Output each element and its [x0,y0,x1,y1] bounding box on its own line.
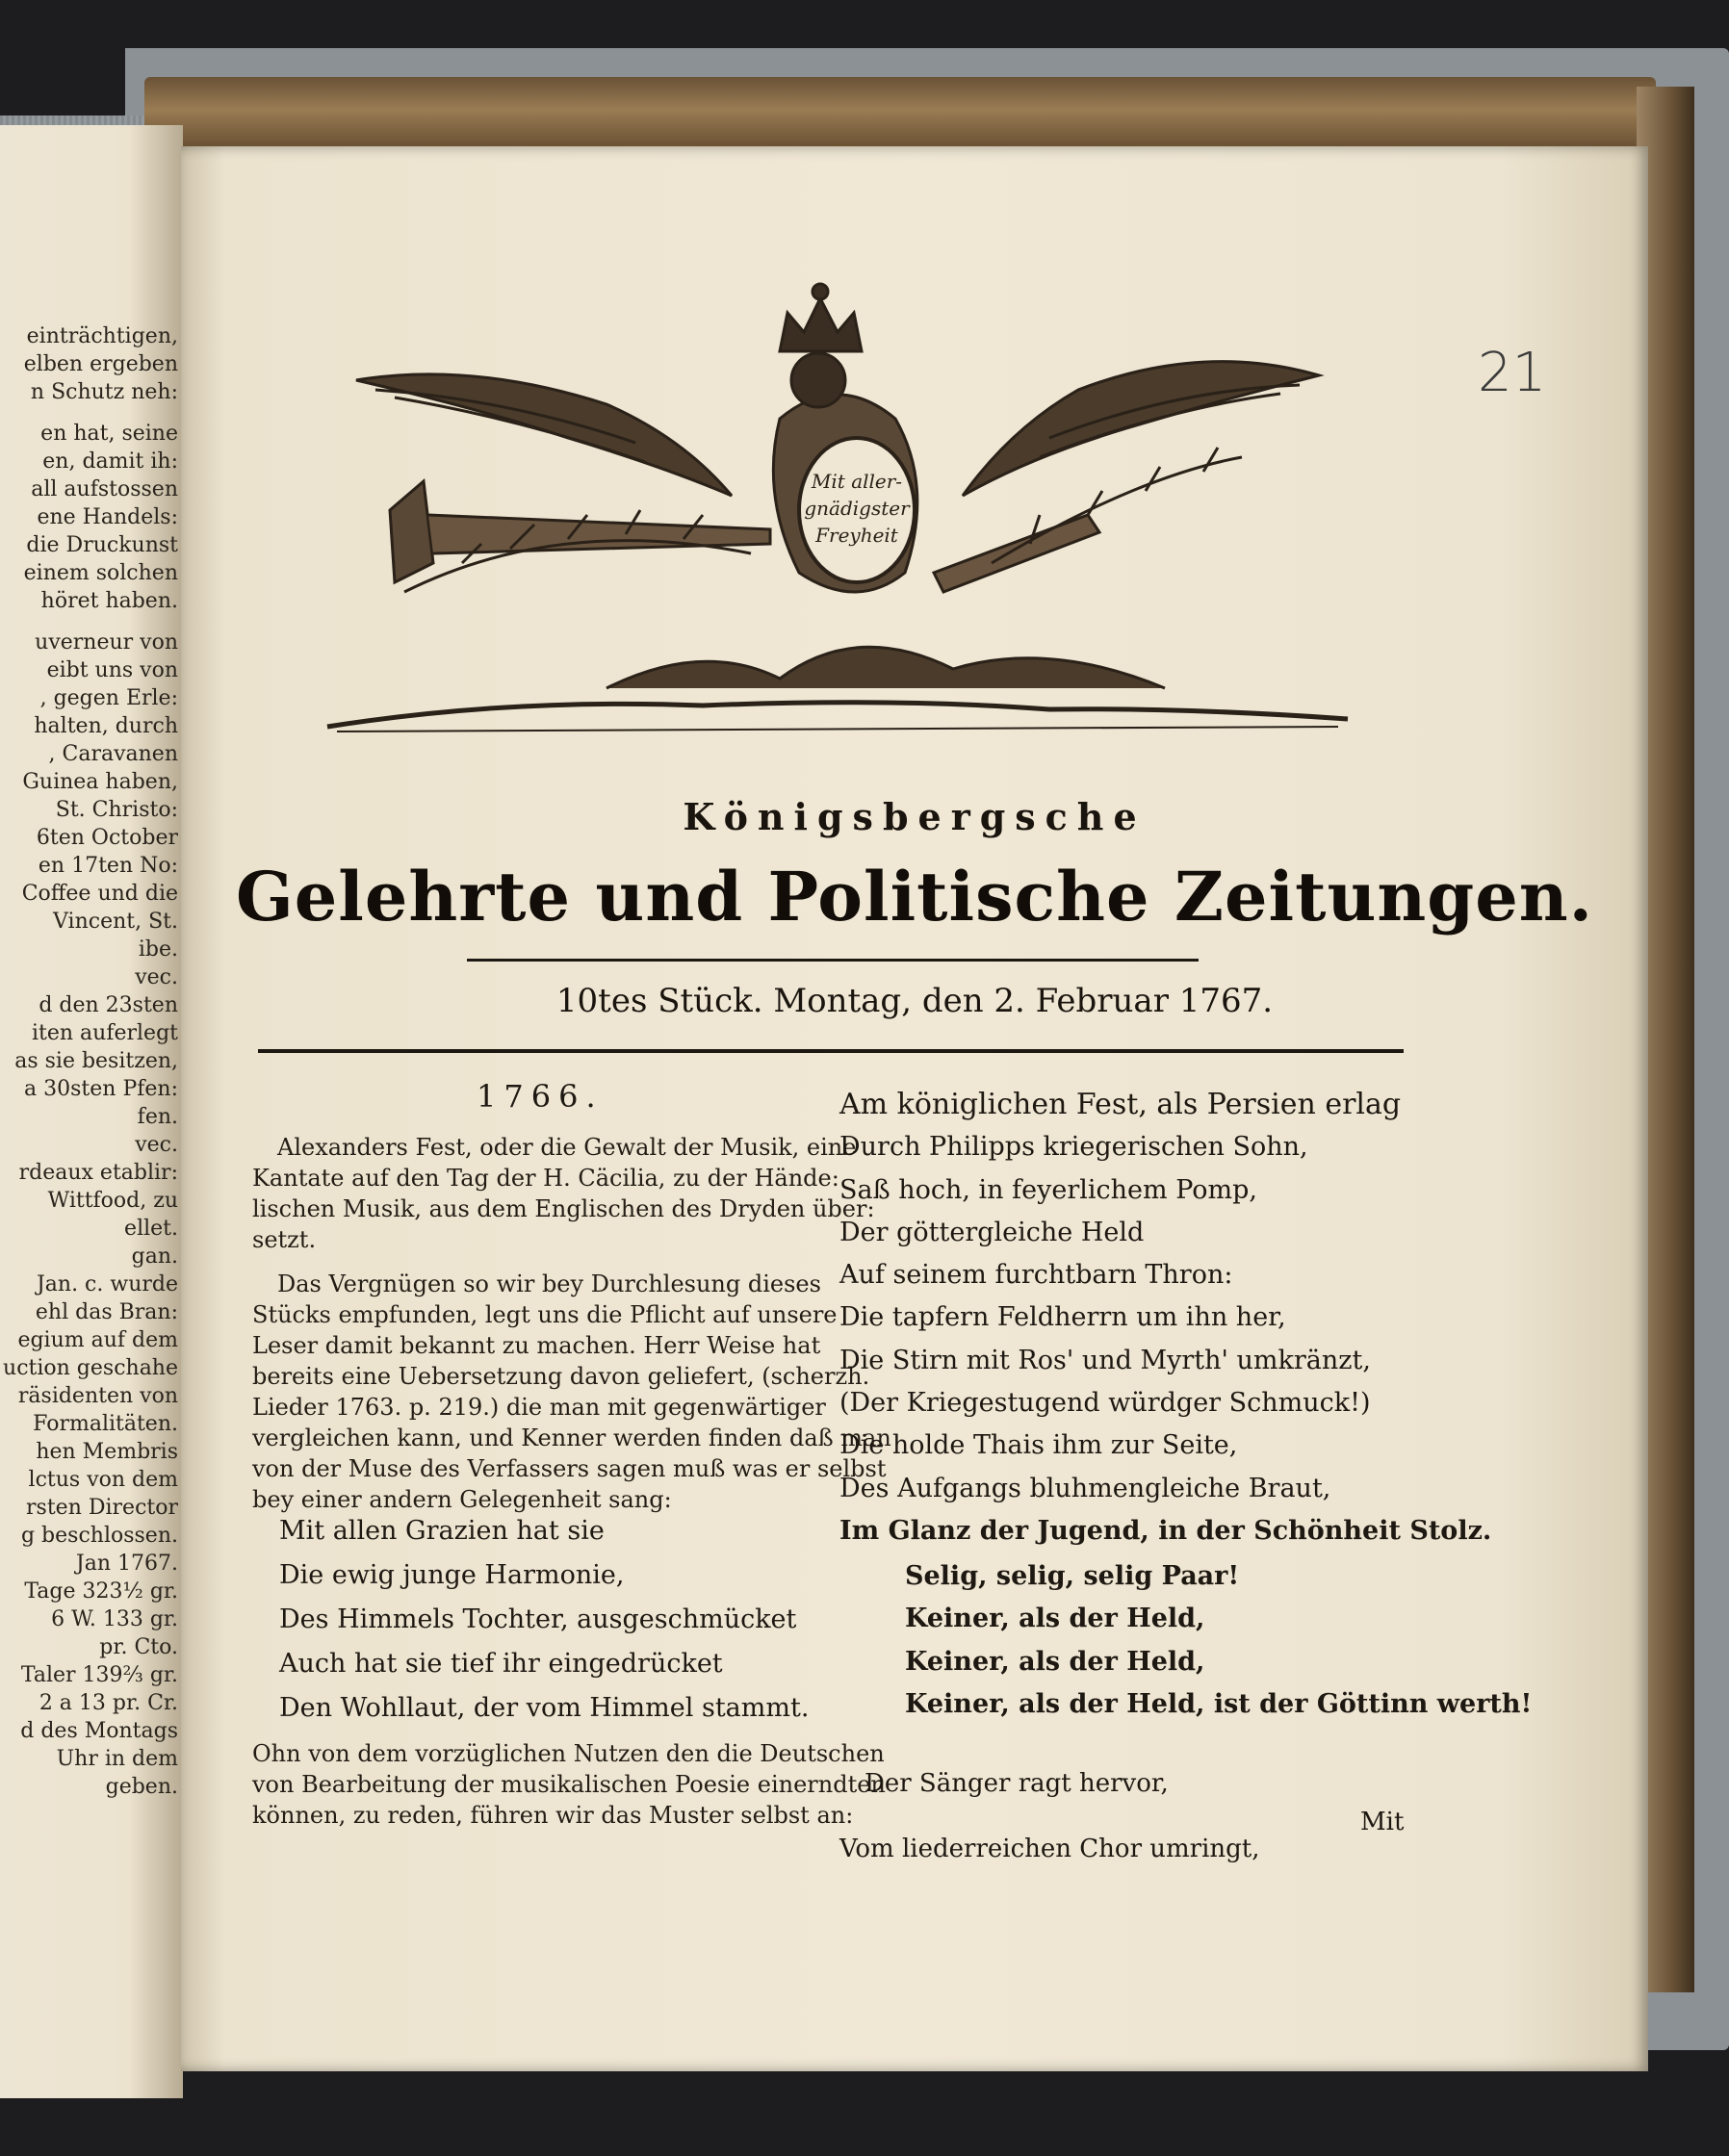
left-page-line: halten, durch [34,714,178,738]
tail-line: von Bearbeitung der musikalischen Poesie einerndten [252,1771,886,1798]
left-page-line: vec. [135,965,178,989]
left-column-tail [252,1738,886,1831]
left-page-line: 2 a 13 pr. Cr. [39,1691,178,1715]
para2-line: bereits eine Uebersetzung davon geliefert, (scherzh. [252,1363,870,1390]
verse-line: Des Himmels Tochter, ausgeschmücket [279,1604,797,1634]
verse-line: Am königlichen Fest, als Persien erlag [839,1088,1402,1121]
verse-line: Die Stirn mit Ros' und Myrth' umkränzt, [839,1345,1371,1375]
left-page-line: g beschlossen. [20,1524,178,1548]
para1-line: lischen Musik, aus dem Englischen des Dryden über: [252,1195,875,1222]
section-year: 1766. [477,1078,604,1115]
verse-line: Die tapfern Feldherrn um ihn her, [839,1302,1286,1333]
left-page-line: pr. Cto. [99,1635,178,1659]
left-page-line: egium auf dem [17,1328,178,1352]
left-page-line: uction geschahe [3,1356,178,1380]
left-page-line: en hat, seine [40,422,178,446]
verse-line: Die holde Thais ihm zur Seite, [839,1430,1238,1461]
left-page-line: d den 23sten [39,993,178,1017]
verse-line: Der Sänger ragt hervor, [864,1769,1169,1798]
left-page-line: Wittfood, zu [47,1189,178,1213]
left-page-line: Taler 139⅔ gr. [20,1663,178,1687]
left-page-line: St. Christo: [55,798,178,822]
verse-line: Die ewig junge Harmonie, [279,1560,625,1590]
left-page-line: en, damit ih: [42,449,178,474]
verse-line: Durch Philipps kriegerischen Sohn, [839,1132,1308,1163]
left-page-line: Tage 323½ gr. [24,1579,178,1604]
left-page-line: all aufstossen [31,477,178,501]
chorus [905,1555,1532,1726]
left-page-line: Jan 1767. [75,1552,178,1576]
tail-line: können, zu reden, führen wir das Muster selbst an: [252,1802,854,1829]
masthead-title: Gelehrte und Politische Zeitungen. [235,857,1594,937]
left-page-line: n Schutz neh: [30,380,178,404]
left-page-line: a 30sten Pfen: [24,1077,178,1101]
para2-line: Das Vergnügen so wir bey Durchlesung dieses [277,1270,821,1297]
verse-line: Saß hoch, in feyerlichem Pomp, [839,1174,1257,1205]
left-page-line: Vincent, St. [53,910,178,934]
left-page-line: einträchtigen, [26,324,178,348]
emblem-text-line3: Freyheit [815,524,898,547]
chorus-line: Keiner, als der Held, ist der Göttinn werth! [905,1688,1533,1719]
left-page-line: en 17ten No: [38,854,178,878]
chorus-line: Keiner, als der Held, [905,1646,1205,1677]
left-page-line: geben. [105,1775,178,1799]
emblem-text-line2: gnädigster [804,497,910,520]
verse-line: Auf seinem furchtbarn Thron: [839,1260,1233,1291]
previous-page-fragment [0,125,183,2098]
left-page-line: Coffee und die [21,882,178,906]
left-page-line: räsidenten von [17,1384,178,1408]
left-page-line: eibt uns von [46,658,178,682]
para2-line: Lieder 1763. p. 219.) die man mit gegenwärtiger [252,1394,826,1421]
para2-line: von der Muse des Verfassers sagen muß was er selbst [252,1455,887,1482]
para1-line: setzt. [252,1226,317,1253]
left-page-line: elben ergeben [23,352,178,376]
verse-line: Mit allen Grazien hat sie [279,1516,605,1546]
masthead-rule [467,959,1199,962]
left-page-line: d des Montags [20,1719,178,1743]
issue-line: 10tes Stück. Montag, den 2. Februar 1767. [555,982,1274,1020]
pencil-page-number: 21 [1478,342,1547,404]
verse-line: Des Aufgangs bluhmengleiche Braut, [839,1473,1331,1503]
para2-line: Stücks empfunden, legt uns die Pflicht auf unsere [252,1301,838,1328]
left-page-line: hen Membris [36,1440,178,1464]
left-page-line: Jan. c. wurde [36,1272,178,1296]
para2-line: vergleichen kann, und Kenner werden finden daß man [252,1424,891,1451]
left-page-line: Formalitäten. [33,1412,178,1436]
left-verse [279,1509,809,1731]
para1-line: Kantate auf den Tag der H. Cäcilia, zu der Hände: [252,1165,839,1192]
para2-line: Leser damit bekannt zu machen. Herr Weise hat [252,1332,821,1359]
left-page-line: ene Handels: [37,505,178,529]
left-page-line: lctus von dem [28,1468,178,1492]
left-page-line: rsten Director [26,1496,178,1520]
verse-line: Vom liederreichen Chor umringt, [839,1835,1260,1863]
left-page-line: iten auferlegt [31,1021,178,1045]
left-page-line: ibe. [138,937,178,962]
left-page-line: 6 W. 133 gr. [51,1607,178,1631]
right-verse [839,1084,1491,1553]
left-page-line: uverneur von [35,630,178,654]
right-verse-2 [839,1738,1260,1894]
chorus-line: Selig, selig, selig Paar! [905,1561,1240,1591]
verse-line: Auch hat sie tief ihr eingedrücket [279,1649,723,1679]
left-page-line: Guinea haben, [22,770,178,794]
para1-line: Alexanders Fest, oder die Gewalt der Musik, eine [277,1134,857,1161]
left-page-line: einem solchen [23,561,178,585]
left-page-line: , gegen Erle: [39,686,178,710]
left-page-line: vec. [135,1133,178,1157]
left-page-line: die Druckunst [26,533,178,557]
left-page-line: höret haben. [40,589,178,613]
left-page-line: rdeaux etablir: [18,1161,178,1185]
emblem-text-line1: Mit aller- [811,470,903,493]
catchword: Mit [1360,1808,1405,1836]
verse-line: Im Glanz der Jugend, in der Schönheit Stolz. [839,1515,1492,1546]
masthead-top: Königsbergsche [683,795,1147,838]
verse-line: Den Wohllaut, der vom Himmel stammt. [279,1693,810,1723]
left-page-line: fen. [137,1105,178,1129]
left-page-line: Uhr in dem [56,1747,178,1771]
verse-line: Der göttergleiche Held [839,1217,1145,1247]
left-page-line: ellet. [124,1217,178,1241]
left-page-line: , Caravanen [48,742,178,766]
left-column-text [252,1132,891,1515]
left-page-line: 6ten October [36,826,178,850]
left-page-line: gan. [131,1245,178,1269]
column-rule [258,1049,1404,1053]
left-page-line: as sie besitzen, [14,1049,178,1073]
chorus-line: Keiner, als der Held, [905,1604,1205,1634]
tail-line: Ohn von dem vorzüglichen Nutzen den die Deutschen [252,1740,885,1767]
eagle-emblem-icon [318,274,1357,736]
para2-line: bey einer andern Gelegenheit sang: [252,1486,672,1513]
verse-line: (Der Kriegestugend würdger Schmuck!) [839,1388,1371,1419]
left-page-line: ehl das Bran: [35,1300,178,1324]
